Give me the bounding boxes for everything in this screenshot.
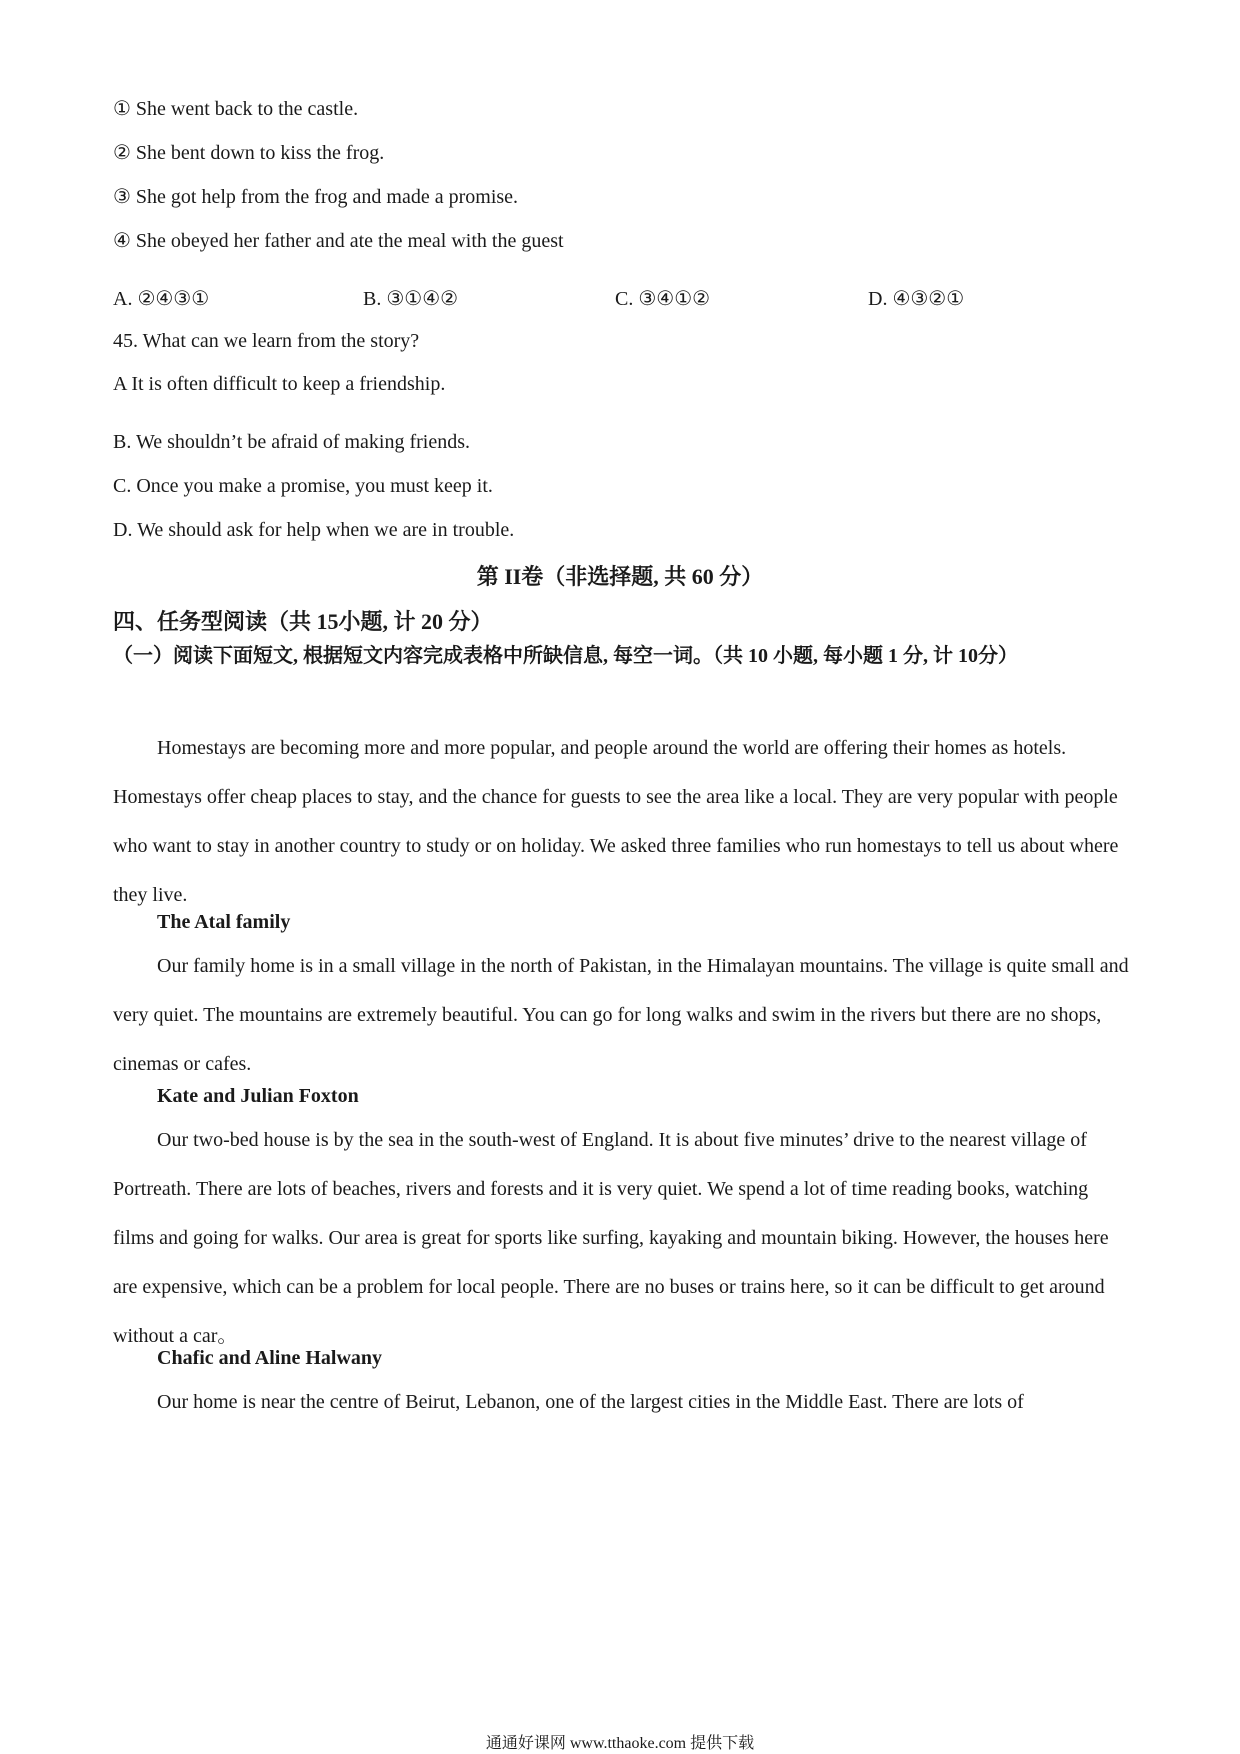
- q45-question: 45. What can we learn from the story?: [113, 330, 420, 352]
- family-paragraph-2: [113, 1116, 1133, 1361]
- family-heading-1: The Atal family: [157, 911, 291, 933]
- family-text-1: Our family home is in a small village in the north of Pakistan, in the Himalayan mountains. The village is quite small and very quiet. The mountains are extremely beautiful. You can go for long walks and swim in the rivers but there are no shops, cinemas or cafes.: [113, 955, 1129, 1075]
- family-paragraph-3: [113, 1378, 1133, 1427]
- order-item-1: ① She went back to the castle.: [113, 98, 359, 120]
- intro-text: Homestays are becoming more and more popular, and people around the world are offering their homes as hotels. Homestays offer cheap places to stay, and the chance for guests to see the area like a local. They are very popular with people who want to stay in another country to study or on holiday. We asked three families who run homestays to tell us about where they live.: [113, 737, 1119, 906]
- family-text-2: Our two-bed house is by the sea in the south-west of England. It is about five minutes’ drive to the nearest village of Portreath. There are lots of beaches, rivers and forests and it is very quiet. We spend a lot of time reading books, watching films and going for walks. Our area is great for sports like surfing, kayaking and mountain biking. However, the houses here are expensive, which can be a problem for local people. There are no buses or trains here, so it can be difficult to get around without a car。: [113, 1129, 1109, 1347]
- section4-title: 四、任务型阅读（共 15小题, 计 20 分）: [113, 609, 493, 634]
- q44-option-d: D. ④③②①: [868, 288, 965, 310]
- q44-option-a: A. ②④③①: [113, 288, 210, 310]
- q45-option-b: B. We shouldn’t be afraid of making friends.: [113, 431, 471, 453]
- order-item-3: ③ She got help from the frog and made a promise.: [113, 186, 519, 208]
- family-text-3: Our home is near the centre of Beirut, Lebanon, one of the largest cities in the Middle East. There are lots of: [157, 1391, 1024, 1413]
- page-footer: 通通好课网 www.tthaoke.com 提供下载: [485, 1735, 755, 1752]
- q45-option-d: D. We should ask for help when we are in trouble.: [113, 519, 515, 541]
- order-item-4: ④ She obeyed her father and ate the meal with the guest: [113, 230, 564, 252]
- task-instruction: （一）阅读下面短文, 根据短文内容完成表格中所缺信息, 每空一词。（共 10 小题, 每小题 1 分, 计 10分）: [113, 645, 1018, 667]
- q45-option-a: A It is often difficult to keep a friendship.: [113, 373, 446, 395]
- q44-option-b: B. ③①④②: [363, 288, 459, 310]
- q44-option-c: C. ③④①②: [615, 288, 711, 310]
- order-item-2: ② She bent down to kiss the frog.: [113, 142, 385, 164]
- family-heading-2: Kate and Julian Foxton: [157, 1085, 359, 1107]
- family-heading-3: Chafic and Aline Halwany: [157, 1347, 383, 1369]
- q45-option-c: C. Once you make a promise, you must keep it.: [113, 475, 493, 497]
- family-paragraph-1: [113, 942, 1133, 1089]
- part2-title: 第 II卷（非选择题, 共 60 分）: [476, 564, 764, 589]
- intro-paragraph: [113, 724, 1133, 920]
